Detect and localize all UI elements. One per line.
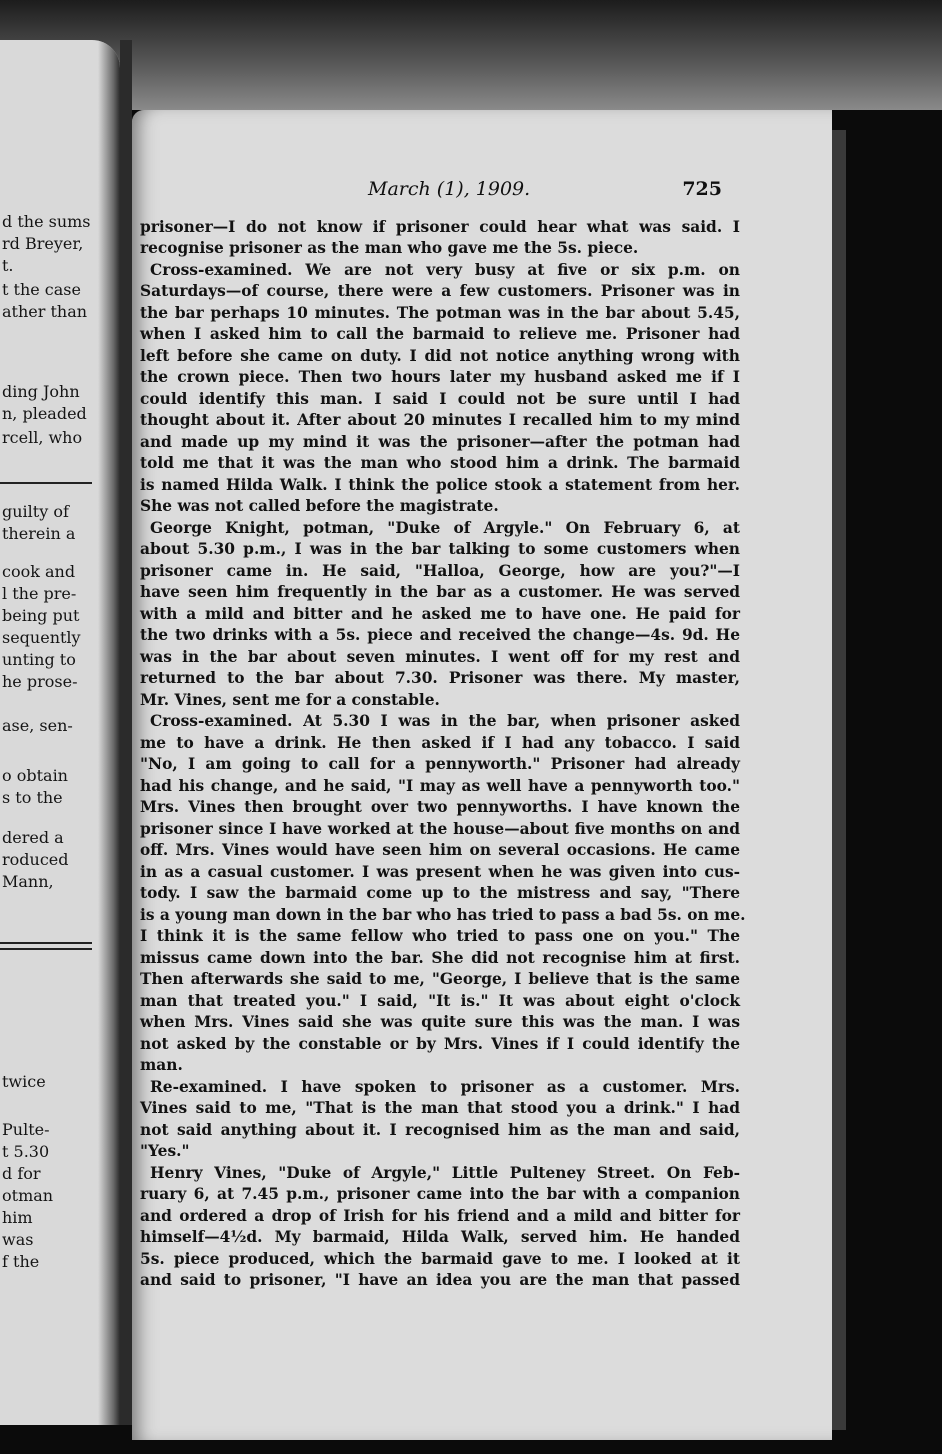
text-line: and made up my mind it was the prisoner—after the potman had [140,433,740,451]
left-page-line: him [2,1208,33,1227]
page-number: 725 [682,178,722,200]
left-page-line: dered a [2,828,64,847]
text-line: Vines said to me, "That is the man that stood you a drink." I had [140,1099,740,1117]
text-line: when I asked him to call the barmaid to relieve me. Prisoner had [140,325,740,343]
text-line: She was not called before the magistrate. [140,497,499,515]
text-line: with a mild and bitter and he asked me to have one. He paid for [140,605,740,623]
left-page-line: cook and [2,562,76,581]
text-line: man that treated you." I said, "It is." It was about eight o'clock [140,992,740,1010]
text-line: had his change, and he said, "I may as well have a pennyworth too." [140,777,740,795]
left-page-line: ase, sen- [2,716,73,735]
scan-background-top [0,0,942,110]
left-page-rule [0,948,92,950]
running-title: March (1), 1909. [368,178,531,200]
text-line: George Knight, potman, "Duke of Argyle." On February 6, at [150,519,740,537]
left-page-line: rcell, who [2,428,83,447]
text-line: in as a casual customer. I was present when he was given into cus- [140,863,740,881]
left-page-line: t the case [2,280,81,299]
text-line: and ordered a drop of Irish for his friend and a mild and bitter for [140,1207,740,1225]
left-page-rule [0,482,92,484]
left-page-line: twice [2,1072,46,1091]
text-line: is named Hilda Walk. I think the police stook a statement from her. [140,476,740,494]
text-line: Cross-examined. At 5.30 I was in the bar, when prisoner asked [150,712,740,730]
left-page-line: he prose- [2,672,78,691]
book-spine [120,40,132,1425]
text-line: I think it is the same fellow who tried to pass one on you." The [140,927,740,945]
left-page-line: unting to [2,650,76,669]
text-line: "Yes." [140,1142,190,1160]
left-page-line: l the pre- [2,584,77,603]
text-line: tody. I saw the barmaid come up to the mistress and say, "There [140,884,740,902]
text-line: left before she came on duty. I did not notice anything wrong with [140,347,740,365]
left-page-line: Pulte- [2,1120,50,1139]
right-page-edge [832,130,846,1430]
text-line: Mrs. Vines then brought over two pennyworths. I have known the [140,798,740,816]
left-page-line: rd Breyer, [2,234,84,253]
left-page-line: t 5.30 [2,1142,50,1161]
left-page-line: ather than [2,302,88,321]
text-line: the two drinks with a 5s. piece and received the change—4s. 9d. He [140,626,740,644]
left-page-line: otman [2,1186,54,1205]
text-line: "No, I am going to call for a pennyworth." Prisoner had already [140,755,740,773]
text-line: ruary 6, at 7.45 p.m., prisoner came into the bar with a companion [140,1185,740,1203]
text-line: 5s. piece produced, which the barmaid gave to me. I looked at it [140,1250,740,1268]
text-line: and said to prisoner, "I have an idea you are the man that passed [140,1271,740,1289]
text-line: me to have a drink. He then asked if I had any tobacco. I said [140,734,740,752]
text-line: Cross-examined. We are not very busy at five or six p.m. on [150,261,740,279]
text-line: missus came down into the bar. She did not recognise him at first. [140,949,740,967]
left-page-line: t. [2,256,14,275]
text-line: was in the bar about seven minutes. I went off for my rest and [140,648,740,666]
text-line: Mr. Vines, sent me for a constable. [140,691,440,709]
left-page-line: d the sums [2,212,91,231]
text-line: not asked by the constable or by Mrs. Vines if I could identify the [140,1035,740,1053]
text-line: prisoner—I do not know if prisoner could hear what was said. I [140,218,740,236]
left-page-line: f the [2,1252,40,1271]
left-page-line: s to the [2,788,63,807]
text-line: the bar perhaps 10 minutes. The potman was in the bar about 5.45, [140,304,740,322]
text-line: is a young man down in the bar who has tried to pass a bad 5s. on me. [140,906,746,924]
text-line: about 5.30 p.m., I was in the bar talking to some customers when [140,540,740,558]
text-line: told me that it was the man who stood him a drink. The barmaid [140,454,740,472]
left-page-line: Mann, [2,872,54,891]
left-page-line: n, pleaded [2,404,87,423]
text-line: Saturdays—of course, there were a few customers. Prisoner was in [140,282,740,300]
text-line: recognise prisoner as the man who gave me the 5s. piece. [140,239,639,257]
left-page-rule [0,942,92,944]
left-page-line: was [2,1230,34,1249]
left-page-line: therein a [2,524,76,543]
left-page-line: roduced [2,850,69,869]
text-line: Henry Vines, "Duke of Argyle," Little Pulteney Street. On Feb- [150,1164,740,1182]
left-page-gutter-shadow [98,40,120,1425]
text-line: returned to the bar about 7.30. Prisoner was there. My master, [140,669,740,687]
text-line: prisoner since I have worked at the house—about five months on and [140,820,740,838]
left-page-line: ding John [2,382,80,401]
left-page-line: guilty of [2,502,69,521]
text-line: thought about it. After about 20 minutes I recalled him to my mind [140,411,740,429]
text-line: could identify this man. I said I could not be sure until I had [140,390,740,408]
left-page [0,40,120,1425]
text-line: man. [140,1056,183,1074]
text-line: the crown piece. Then two hours later my husband asked me if I [140,368,740,386]
left-page-line: sequently [2,628,81,647]
text-line: have seen him frequently in the bar as a customer. He was served [140,583,740,601]
left-page-line: d for [2,1164,41,1183]
left-page-line: being put [2,606,80,625]
left-page-line: o obtain [2,766,68,785]
text-line: himself—4½d. My barmaid, Hilda Walk, served him. He handed [140,1228,740,1246]
text-line: not said anything about it. I recognised him as the man and said, [140,1121,740,1139]
text-line: when Mrs. Vines said she was quite sure this was the man. I was [140,1013,740,1031]
text-line: off. Mrs. Vines would have seen him on several occasions. He came [140,841,740,859]
text-line: prisoner came in. He said, "Halloa, George, how are you?"—I [140,562,740,580]
text-line: Then afterwards she said to me, "George, I believe that is the same [140,970,740,988]
text-line: Re-examined. I have spoken to prisoner as a customer. Mrs. [150,1078,740,1096]
page-header [150,178,730,202]
